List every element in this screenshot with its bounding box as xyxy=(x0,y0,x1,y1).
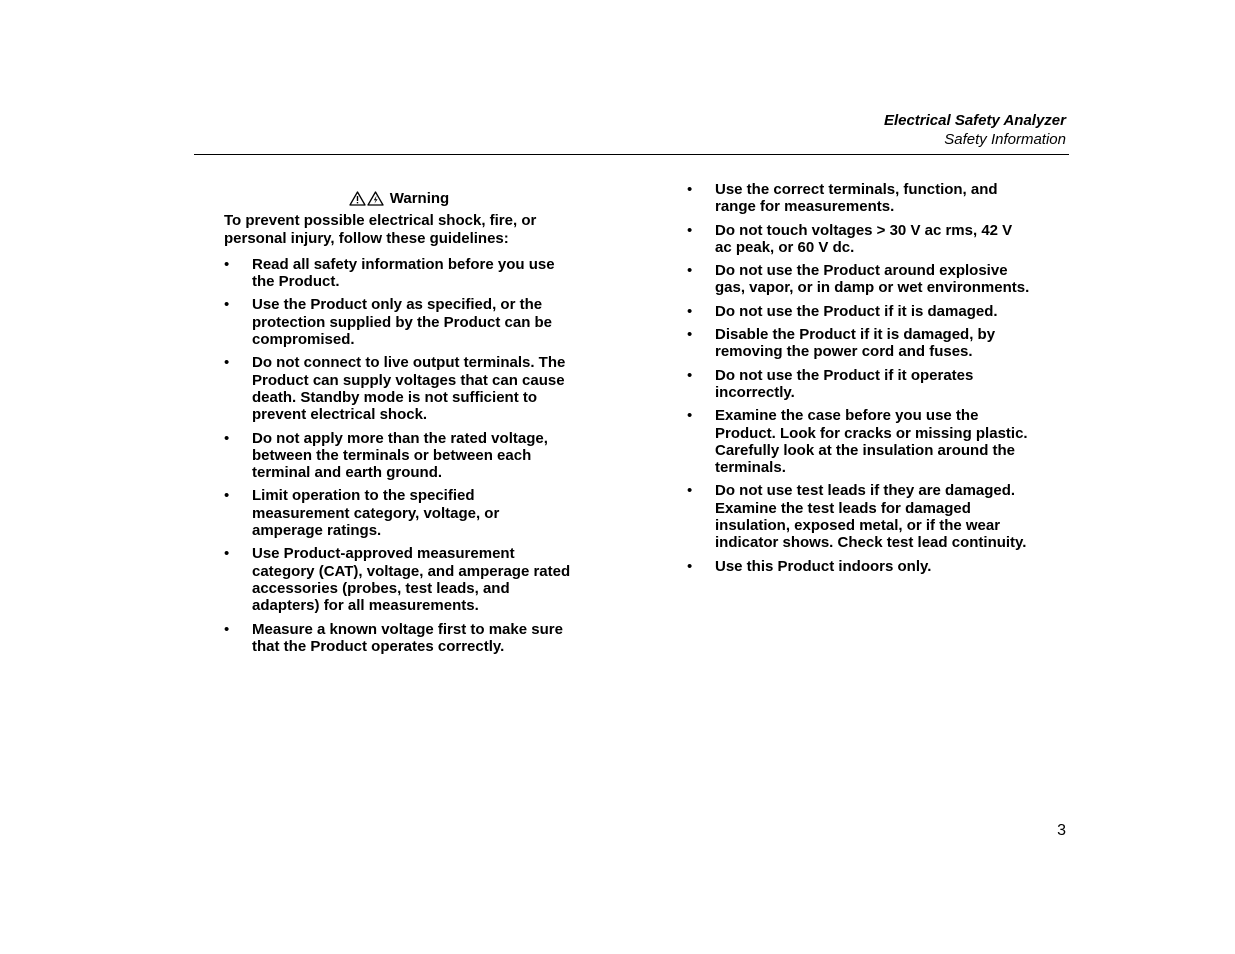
list-item xyxy=(224,256,574,291)
list-item xyxy=(224,354,574,423)
bullet-marker: • xyxy=(687,557,693,575)
list-item xyxy=(687,181,1032,216)
bullet-marker: • xyxy=(687,326,693,344)
list-item xyxy=(224,430,574,482)
bullet-marker: • xyxy=(687,407,693,425)
list-item xyxy=(687,482,1032,551)
list-item-text: Limit operation to the specified measurement category, voltage, or amperage ratings. xyxy=(252,487,500,540)
list-item xyxy=(224,545,574,614)
bullet-marker: • xyxy=(224,620,230,638)
list-item-text: Do not use the Product around explosive gas, vapor, or in damp or wet environments. xyxy=(715,262,1030,297)
bullet-marker: • xyxy=(224,354,230,372)
left-column xyxy=(224,190,574,661)
list-item xyxy=(687,326,1032,361)
list-item xyxy=(224,296,574,348)
warning-intro: To prevent possible electrical shock, fire, or personal injury, follow these guidelines: xyxy=(224,212,537,247)
list-item xyxy=(687,367,1032,402)
list-item xyxy=(224,487,574,539)
left-bullet-list xyxy=(224,256,574,655)
document-title: Electrical Safety Analyzer xyxy=(883,112,1066,129)
list-item-text: Use the Product only as specified, or the protection supplied by the Product can be compromised. xyxy=(252,296,553,349)
bullet-marker: • xyxy=(687,181,693,198)
bullet-marker: • xyxy=(687,262,693,280)
list-item-text: Do not use the Product if it operates incorrectly. xyxy=(715,366,974,401)
section-title: Safety Information xyxy=(944,131,1066,148)
bullet-marker: • xyxy=(224,255,230,273)
list-item xyxy=(687,303,1032,320)
list-item-text: Do not use test leads if they are damaged. Examine the test leads for damaged insulation, exposed metal, or if the wear indicator shows. Check test lead continuity. xyxy=(715,482,1027,552)
list-item-text: Do not connect to live output terminals. The Product can supply voltages that can cause death. Standby mode is not sufficient to prevent electrical shock. xyxy=(252,354,566,424)
header-divider xyxy=(194,154,1069,155)
bullet-marker: • xyxy=(687,482,693,500)
bullet-marker: • xyxy=(224,545,230,563)
list-item-text: Do not apply more than the rated voltage, between the terminals or between each terminal and earth ground. xyxy=(252,429,548,482)
bullet-marker: • xyxy=(687,221,693,239)
right-bullet-list xyxy=(687,181,1032,575)
bullet-marker: • xyxy=(687,302,693,320)
list-item xyxy=(224,621,574,656)
page-header xyxy=(884,111,1066,149)
page-number: 3 xyxy=(1057,822,1066,839)
bullet-marker: • xyxy=(687,366,693,384)
list-item-text: Measure a known voltage first to make sure that the Product operates correctly. xyxy=(252,620,563,655)
list-item-text: Disable the Product if it is damaged, by removing the power cord and fuses. xyxy=(715,326,996,361)
right-column xyxy=(687,181,1032,581)
list-item-text: Use the correct terminals, function, and range for measurements. xyxy=(715,181,998,216)
list-item xyxy=(687,407,1032,476)
list-item xyxy=(687,222,1032,257)
list-item-text: Read all safety information before you use the Product. xyxy=(252,255,555,291)
warning-icons xyxy=(349,191,384,206)
bullet-marker: • xyxy=(224,296,230,314)
electrical-hazard-triangle-icon xyxy=(367,191,384,206)
warning-heading xyxy=(224,190,574,207)
list-item-text: Use Product-approved measurement category (CAT), voltage, and amperage rated accessories (probes, test leads, and adapters) for all measurements. xyxy=(252,545,571,615)
warning-label: Warning xyxy=(389,190,450,207)
list-item xyxy=(687,262,1032,297)
list-item-text: Do not use the Product if it is damaged. xyxy=(715,302,998,320)
warning-triangle-icon xyxy=(349,191,366,206)
list-item-text: Examine the case before you use the Product. Look for cracks or missing plastic. Carefully look at the insulation around the terminals. xyxy=(715,407,1028,477)
bullet-marker: • xyxy=(224,429,230,447)
list-item xyxy=(687,558,1032,575)
list-item-text: Do not touch voltages > 30 V ac rms, 42 V ac peak, or 60 V dc. xyxy=(715,221,1013,256)
list-item-text: Use this Product indoors only. xyxy=(715,557,932,575)
bullet-marker: • xyxy=(224,487,230,505)
